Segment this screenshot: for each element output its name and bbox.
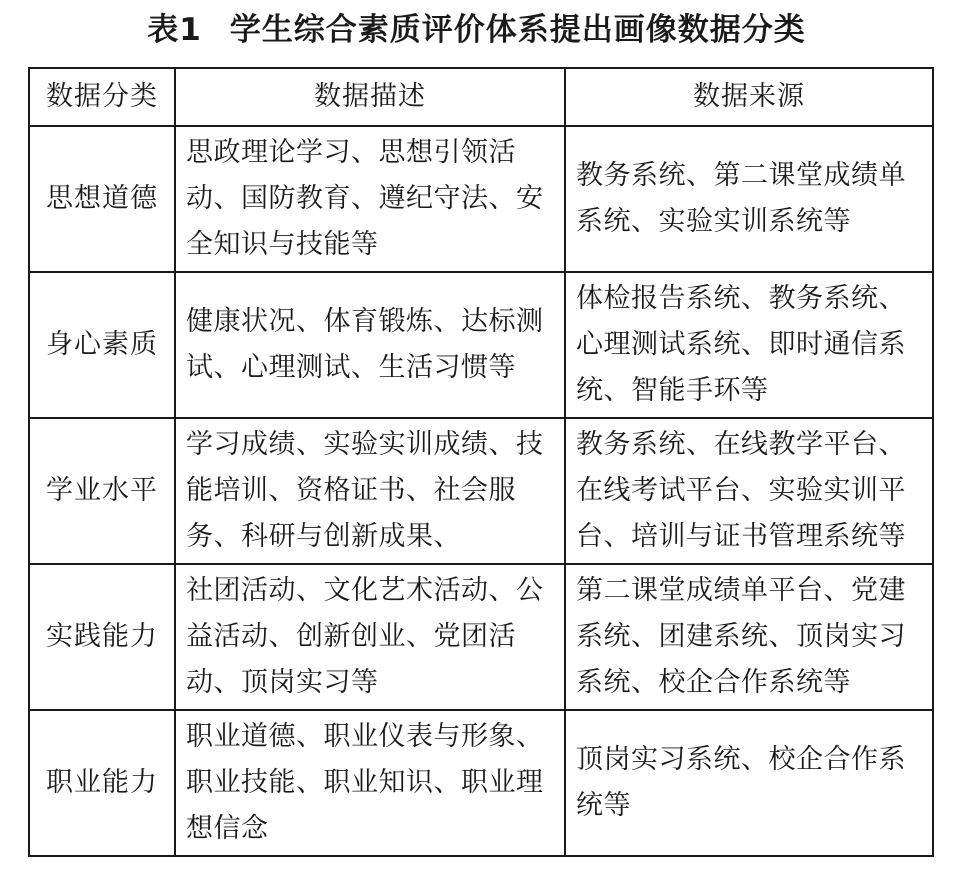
table-title: 学生综合素质评价体系提出画像数据分类 — [229, 12, 806, 48]
description-cell: 学习成绩、实验实训成绩、技能培训、资格证书、社会服务、科研与创新成果、 — [175, 418, 565, 564]
header-description: 数据描述 — [175, 68, 565, 126]
header-category: 数据分类 — [29, 68, 175, 126]
description-cell: 社团活动、文化艺术活动、公益活动、创新创业、党团活动、顶岗实习等 — [175, 564, 565, 710]
category-cell: 思想道德 — [29, 126, 175, 272]
source-cell: 顶岗实习系统、校企合作系统等 — [565, 710, 933, 856]
table-row — [29, 418, 933, 564]
category-cell: 职业能力 — [29, 710, 175, 856]
table-caption — [0, 8, 953, 52]
table-header-row — [29, 68, 933, 126]
table-row — [29, 272, 933, 418]
category-cell: 身心素质 — [29, 272, 175, 418]
header-source: 数据来源 — [565, 68, 933, 126]
table-row — [29, 126, 933, 272]
source-cell: 体检报告系统、教务系统、心理测试系统、即时通信系统、智能手环等 — [565, 272, 933, 418]
table-row — [29, 564, 933, 710]
source-cell: 教务系统、在线教学平台、在线考试平台、实验实训平台、培训与证书管理系统等 — [565, 418, 933, 564]
description-cell: 职业道德、职业仪表与形象、职业技能、职业知识、职业理想信念 — [175, 710, 565, 856]
table-number: 表1 — [147, 12, 202, 48]
description-cell: 健康状况、体育锻炼、达标测试、心理测试、生活习惯等 — [175, 272, 565, 418]
table-row — [29, 710, 933, 856]
source-cell: 第二课堂成绩单平台、党建系统、团建系统、顶岗实习系统、校企合作系统等 — [565, 564, 933, 710]
category-cell: 实践能力 — [29, 564, 175, 710]
description-cell: 思政理论学习、思想引领活动、国防教育、遵纪守法、安全知识与技能等 — [175, 126, 565, 272]
data-classification-table — [28, 67, 934, 857]
source-cell: 教务系统、第二课堂成绩单系统、实验实训系统等 — [565, 126, 933, 272]
category-cell: 学业水平 — [29, 418, 175, 564]
